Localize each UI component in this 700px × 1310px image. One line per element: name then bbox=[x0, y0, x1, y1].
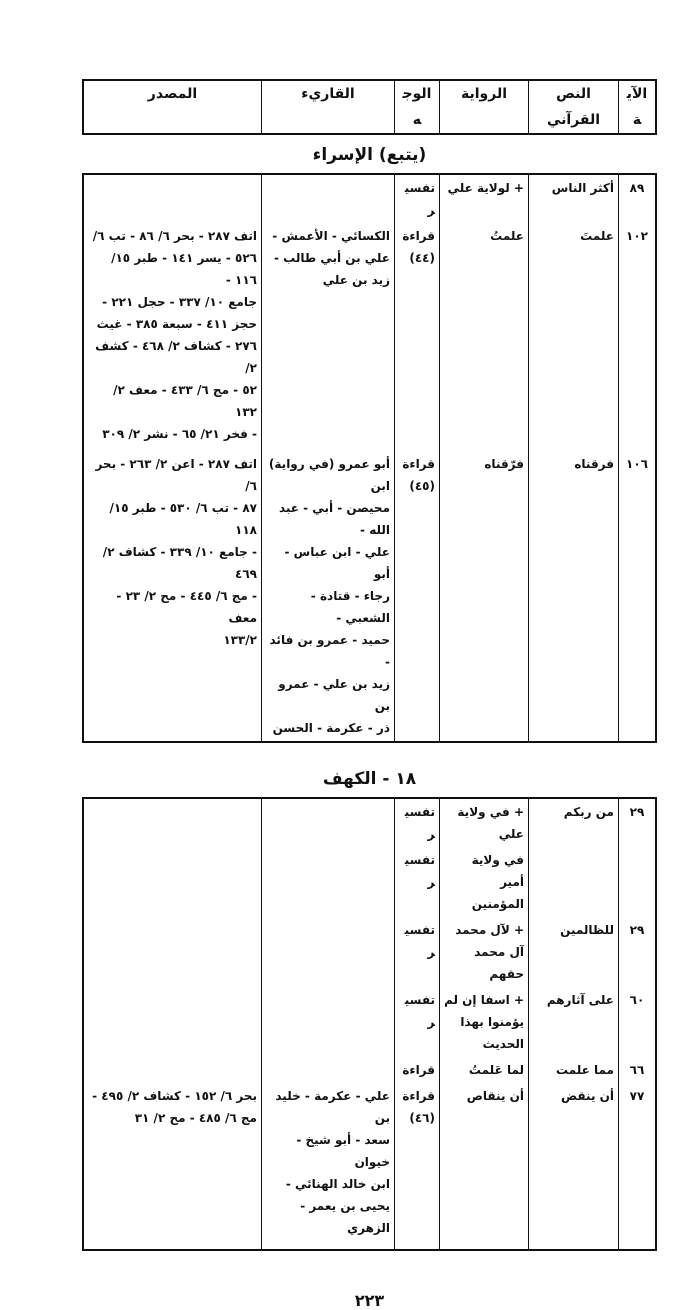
cell-narration bbox=[439, 799, 528, 847]
narration-line: آل محمد حقهم bbox=[474, 945, 524, 981]
reciter-line: محيصن - أبي - عبد الله - bbox=[278, 501, 390, 537]
cell-reciter bbox=[261, 1083, 394, 1249]
aspect-line: تفسير bbox=[404, 805, 435, 841]
aspect-line: قراءة bbox=[402, 229, 435, 243]
reciter-line: حميد - عمرو بن فائد - bbox=[269, 633, 390, 669]
cell-source bbox=[84, 223, 261, 451]
cell-narration bbox=[439, 917, 528, 987]
narration-line: الحديث bbox=[482, 1037, 524, 1051]
col-reciter: القاريء bbox=[261, 81, 394, 133]
cell-narration bbox=[439, 987, 528, 1057]
verse-line: ٦٠ bbox=[629, 993, 645, 1007]
cell-verse bbox=[618, 799, 655, 847]
source-line: حجز ٤١١ - سبعة ٣٨٥ - غيث bbox=[96, 317, 257, 331]
cell-verse bbox=[618, 1057, 655, 1083]
cell-source bbox=[84, 847, 261, 917]
aspect-line: تفسير bbox=[404, 181, 435, 217]
aspect-line: قراءة bbox=[402, 1089, 435, 1103]
cell-aspect bbox=[394, 917, 439, 987]
cell-reciter bbox=[261, 917, 394, 987]
cell-narration bbox=[439, 1083, 528, 1249]
reciter-line: علي بن أبي طالب - bbox=[273, 251, 390, 265]
source-line: بحر ٦/ ١٥٢ - كشاف ٢/ ٤٩٥ - bbox=[92, 1089, 257, 1103]
aspect-line: تفسير bbox=[404, 923, 435, 959]
table-row bbox=[84, 175, 655, 223]
cell-verse bbox=[618, 223, 655, 451]
text-line: فرقناه bbox=[574, 457, 614, 471]
cell-aspect bbox=[394, 223, 439, 451]
cell-text bbox=[528, 1057, 618, 1083]
reciter-line: علي - عكرمة - خليد بن bbox=[275, 1089, 390, 1125]
aspect-line: قراءة bbox=[402, 1063, 435, 1077]
source-line: ٢٧٦ - كشاف ٢/ ٤٦٨ - كشف ٢/ bbox=[95, 339, 257, 375]
aspect-line: (٤٦) bbox=[409, 1111, 435, 1125]
cell-aspect bbox=[394, 451, 439, 741]
reciter-line: الكسائي - الأعمش - bbox=[272, 229, 390, 243]
cell-text bbox=[528, 451, 618, 741]
cell-text bbox=[528, 175, 618, 223]
reciter-line: أبو عمرو (في رواية) ابن bbox=[268, 457, 390, 493]
table-row bbox=[84, 917, 655, 987]
source-line: اتف ٢٨٧ - اعن ٢/ ٢٦٣ - بحر ٦/ bbox=[95, 457, 257, 493]
verse-line: ١٠٦ bbox=[626, 457, 648, 471]
table-row bbox=[84, 451, 655, 741]
text-line: على آثارهم bbox=[546, 993, 614, 1007]
cell-text bbox=[528, 1083, 618, 1249]
table-row bbox=[84, 987, 655, 1057]
source-line: اتف ٢٨٧ - بحر ٦/ ٨٦ - تب ٦/ bbox=[92, 229, 257, 243]
isra-table bbox=[82, 173, 657, 743]
narration-line: يؤمنوا بهذا bbox=[460, 1015, 524, 1029]
verse-line: ٦٦ bbox=[629, 1063, 645, 1077]
cell-source bbox=[84, 917, 261, 987]
narration-line: + في ولاية علي bbox=[457, 805, 524, 841]
cell-reciter bbox=[261, 223, 394, 451]
cell-verse bbox=[618, 175, 655, 223]
header-row bbox=[84, 81, 655, 133]
narration-line: فرّقناه bbox=[484, 457, 524, 471]
aspect-line: (٤٥) bbox=[409, 479, 435, 493]
reciter-line: زيد بن علي - عمرو بن bbox=[278, 677, 390, 713]
cell-aspect bbox=[394, 987, 439, 1057]
verse-line: ٧٧ bbox=[629, 1089, 645, 1103]
verse-line: ١٠٢ bbox=[626, 229, 648, 243]
cell-aspect bbox=[394, 799, 439, 847]
reciter-line: ابن خالد الهنائي - bbox=[285, 1177, 390, 1191]
section-title-isra: (يتبع) الإسراء bbox=[312, 145, 427, 165]
cell-narration bbox=[439, 175, 528, 223]
text-line: علمتَ bbox=[580, 229, 614, 243]
cell-text bbox=[528, 847, 618, 917]
aspect-line: (٤٤) bbox=[409, 251, 435, 265]
reciter-line: يحيى بن يعمر - الزهري bbox=[300, 1199, 390, 1235]
reciter-line: علي - ابن عباس - أبو bbox=[284, 545, 390, 581]
verse-line: ٨٩ bbox=[629, 181, 645, 195]
kahf-table bbox=[82, 797, 657, 1251]
narration-line: في ولاية أمير bbox=[471, 853, 524, 889]
narration-line: + لولاية علي bbox=[447, 181, 524, 195]
cell-source bbox=[84, 175, 261, 223]
cell-reciter bbox=[261, 799, 394, 847]
cell-narration bbox=[439, 223, 528, 451]
cell-aspect bbox=[394, 1083, 439, 1249]
source-line: ٨٧ - تب ٦/ ٥٣٠ - طبر ١٥/ ١١٨ bbox=[109, 501, 257, 537]
cell-source bbox=[84, 1057, 261, 1083]
cell-aspect bbox=[394, 175, 439, 223]
cell-text bbox=[528, 917, 618, 987]
narration-line: علمتُ bbox=[490, 229, 524, 243]
cell-reciter bbox=[261, 451, 394, 741]
aspect-line: تفسير bbox=[404, 853, 435, 889]
cell-verse bbox=[618, 847, 655, 917]
page-number: ٢٢٣ bbox=[354, 1291, 385, 1310]
cell-source bbox=[84, 799, 261, 847]
cell-aspect bbox=[394, 847, 439, 917]
text-line: من ربكم bbox=[563, 805, 614, 819]
aspect-line: قراءة bbox=[402, 457, 435, 471]
reciter-line: رجاء - قتادة - الشعبي - bbox=[310, 589, 390, 625]
aspect-line: تفسير bbox=[404, 993, 435, 1029]
narration-line: + لآل محمد bbox=[455, 923, 524, 937]
narration-line: أن ينقاص bbox=[466, 1089, 524, 1103]
col-verse: الآية bbox=[618, 81, 655, 133]
col-text: النص القرآني bbox=[528, 81, 618, 133]
cell-verse bbox=[618, 987, 655, 1057]
verse-line: ٢٩ bbox=[629, 923, 645, 937]
section-title-kahf: ١٨ - الكهف bbox=[322, 769, 417, 789]
source-line: - مج ٦/ ٤٤٥ - مح ٢/ ٢٣ - معف bbox=[116, 589, 257, 625]
reciter-line: ذر - عكرمة - الحسن bbox=[272, 721, 390, 735]
col-source: المصدر bbox=[147, 86, 198, 102]
narration-line: لما عَلمتُ bbox=[468, 1063, 524, 1077]
table-row bbox=[84, 1083, 655, 1249]
source-line: ٥٢ - مج ٦/ ٤٣٣ - معف ٢/ ١٣٢ bbox=[113, 383, 257, 419]
source-line: ١٣٣/٢ bbox=[223, 633, 257, 647]
cell-reciter bbox=[261, 1057, 394, 1083]
source-line: جامع ١٠/ ٣٣٧ - حجل ٢٢١ - bbox=[102, 295, 257, 309]
col-aspect: الوجه bbox=[394, 81, 439, 133]
cell-narration bbox=[439, 451, 528, 741]
cell-text bbox=[528, 799, 618, 847]
cell-reciter bbox=[261, 987, 394, 1057]
cell-aspect bbox=[394, 1057, 439, 1083]
cell-source bbox=[84, 1083, 261, 1249]
col-narration: الرواية bbox=[439, 81, 528, 133]
table-row bbox=[84, 847, 655, 917]
source-line: مج ٦/ ٤٨٥ - مح ٢/ ٣١ bbox=[134, 1111, 257, 1125]
text-line: أكثر الناس bbox=[551, 181, 614, 195]
verse-line: ٢٩ bbox=[629, 805, 645, 819]
source-line: - فخر ٢١/ ٦٥ - نشر ٢/ ٣٠٩ bbox=[102, 427, 257, 441]
cell-verse bbox=[618, 917, 655, 987]
cell-source bbox=[84, 451, 261, 741]
cell-source bbox=[84, 987, 261, 1057]
cell-verse bbox=[618, 451, 655, 741]
source-line: - جامع ١٠/ ٣٣٩ - كشاف ٢/ ٤٦٩ bbox=[102, 545, 257, 581]
table-row bbox=[84, 223, 655, 451]
cell-narration bbox=[439, 847, 528, 917]
cell-verse bbox=[618, 1083, 655, 1249]
cell-narration bbox=[439, 1057, 528, 1083]
source-line: ٥٢٦ - يسر ١٤١ - طبر ١٥/ ١١٦ - bbox=[111, 251, 257, 287]
narration-line: + اسفا إن لم bbox=[444, 993, 524, 1007]
cell-text bbox=[528, 987, 618, 1057]
reciter-line: سعد - أبو شيخ - خيوان bbox=[296, 1133, 390, 1169]
table-row bbox=[84, 799, 655, 847]
cell-reciter bbox=[261, 847, 394, 917]
reciter-line: زيد بن علي bbox=[322, 273, 390, 287]
cell-text bbox=[528, 223, 618, 451]
text-line: مما علمت bbox=[555, 1063, 614, 1077]
header-table bbox=[82, 79, 657, 135]
cell-reciter bbox=[261, 175, 394, 223]
narration-line: المؤمنين bbox=[471, 897, 524, 911]
text-line: أن ينقض bbox=[561, 1089, 614, 1103]
table-row bbox=[84, 1057, 655, 1083]
text-line: للظالمين bbox=[560, 923, 614, 937]
